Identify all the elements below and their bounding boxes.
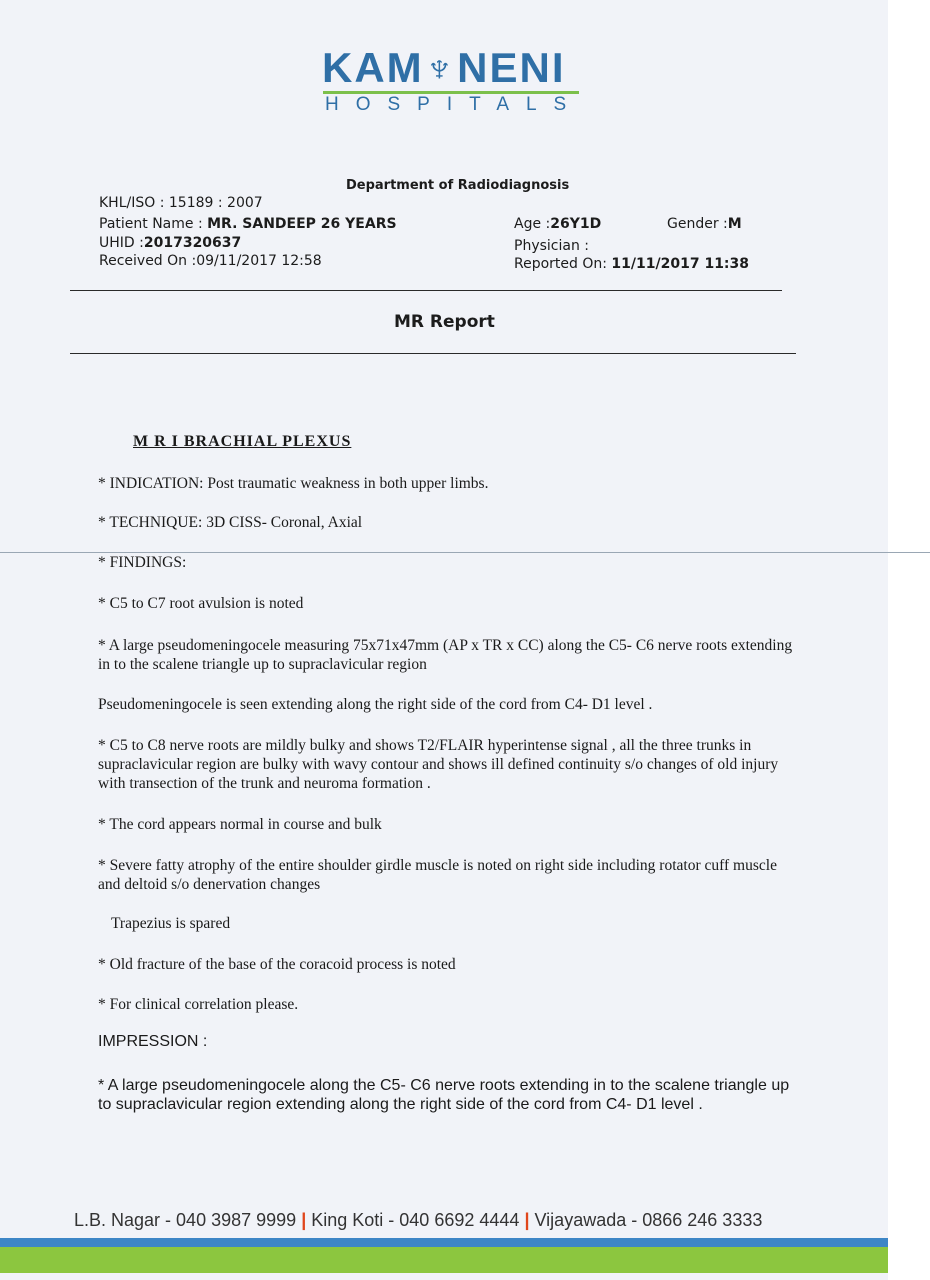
age-label: Age : [514,216,551,232]
finding-cord: * The cord appears normal in course and bulk [98,816,382,833]
scan-fold-line [0,552,930,553]
title-rule [70,353,796,354]
technique-line: * TECHNIQUE: 3D CISS- Coronal, Axial [98,514,363,531]
impression-label: IMPRESSION : [98,1033,208,1050]
footer-vijayawada: Vijayawada - 0866 246 3333 [534,1210,763,1230]
received-value: 09/11/2017 12:58 [196,253,322,269]
clinical-correlation-line: * For clinical correlation please. [98,996,299,1013]
footer-separator: | [524,1210,530,1230]
report-title: MR Report [394,312,495,332]
footer-lb-nagar: L.B. Nagar - 040 3987 9999 [74,1210,297,1230]
hospital-logo-subtitle: HOSPITALS [325,94,584,115]
age-value: 26Y1D [550,216,602,232]
gender-value: M [727,216,742,232]
gender-label: Gender : [667,216,728,232]
footer-king-koti: King Koti - 040 6692 4444 [311,1210,520,1230]
received-line [99,252,322,270]
footer-band-blue [0,1238,888,1247]
footer-band-green [0,1247,888,1273]
reported-value: 11/11/2017 11:38 [611,256,750,272]
uhid-value: 2017320637 [143,235,242,251]
iso-line: KHL/ISO : 15189 : 2007 [99,195,263,211]
department-name: Department of Radiodiagnosis [346,178,570,193]
finding-nerve-roots: * C5 to C8 nerve roots are mildly bulky and shows T2/FLAIR hyperintense signal , all the three trunks in supraclavicular region are bulky with wavy contour and shows ill defined continuity s/o changes of old injury with transection of the trunk and neuroma formation . [98,737,779,792]
reported-line [514,255,749,273]
impression-text: * A large pseudomeningocele along the C5- C6 nerve roots extending in to the scalene triangle up to supraclavicular region extending along the right side of the cord from C4- D1 level . [98,1077,790,1113]
uhid-line [99,234,241,252]
header-rule [70,290,782,291]
hospital-logo-name: KAM♆NENI [322,44,566,91]
finding-root-avulsion: * C5 to C7 root avulsion is noted [98,595,304,612]
page-margin [888,0,930,1280]
finding-trapezius: Trapezius is spared [111,915,231,932]
age-line [514,215,601,233]
findings-label: * FINDINGS: [98,554,187,571]
gender-line [667,215,742,233]
finding-pseudomeningocele-extent: Pseudomeningocele is seen extending along the right side of the cord from C4- D1 level . [98,696,653,713]
patient-name-label: Patient Name : [99,216,208,232]
patient-name-value: MR. SANDEEP 26 YEARS [207,216,397,232]
finding-coracoid-fracture: * Old fracture of the base of the coracoid process is noted [98,956,456,973]
physician-line: Physician : [514,238,589,254]
footer-separator: | [301,1210,307,1230]
uhid-label: UHID : [99,235,144,251]
exam-heading: M R I BRACHIAL PLEXUS [133,433,352,450]
finding-fatty-atrophy: * Severe fatty atrophy of the entire shoulder girdle muscle is noted on right side including rotator cuff muscle and deltoid s/o denervation changes [98,857,777,893]
patient-name-line [99,215,397,233]
received-label: Received On : [99,253,197,269]
finding-pseudomeningocele: * A large pseudomeningocele measuring 75x71x47mm (AP x TR x CC) along the C5- C6 nerve roots extending in to the scalene triangle up to supraclavicular region [98,637,793,673]
indication-line: * INDICATION: Post traumatic weakness in both upper limbs. [98,475,489,492]
reported-label: Reported On: [514,256,612,272]
footer-contacts [74,1210,762,1231]
